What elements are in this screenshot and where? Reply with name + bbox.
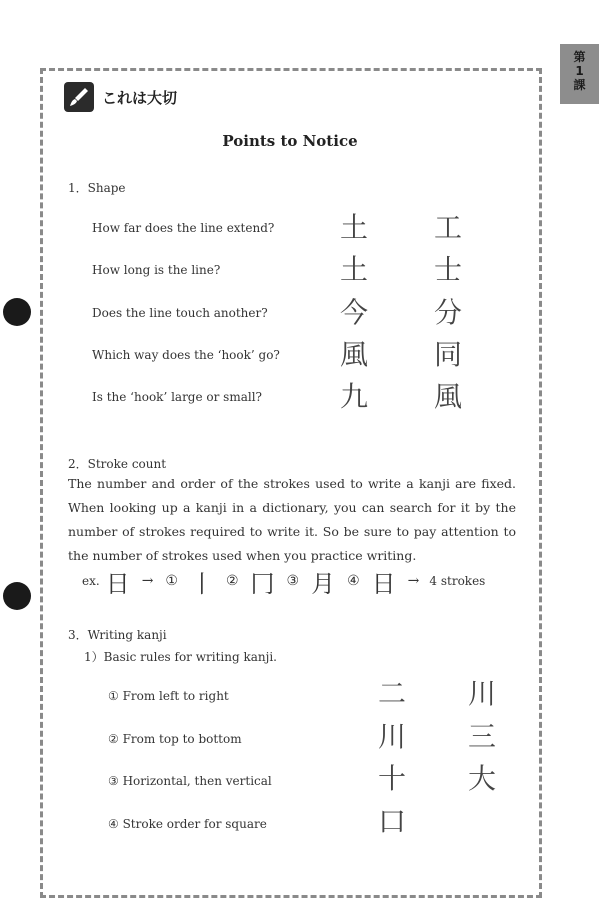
shape-question: Does the line touch another? xyxy=(92,306,268,320)
section-heading-writing-kanji: 3．Writing kanji xyxy=(68,628,167,642)
header-title: これは大切 xyxy=(102,88,178,107)
rule-label: ③ Horizontal, then vertical xyxy=(108,774,272,788)
step-glyph: 冂 xyxy=(250,569,275,598)
kanji-example: 同 xyxy=(433,338,462,371)
lesson-tab-line3: 課 xyxy=(573,78,586,92)
lesson-tab xyxy=(560,44,599,104)
shape-question: Is the ‘hook’ large or small? xyxy=(92,390,262,404)
kanji-example: 十 xyxy=(377,762,406,795)
arrow-icon: → xyxy=(407,573,420,589)
kanji-example: 大 xyxy=(467,762,496,795)
step-glyph: 日 xyxy=(371,569,396,598)
kanji-example: 土 xyxy=(339,253,368,286)
kanji-example: 二 xyxy=(377,677,406,710)
lesson-tab-line1: 第 xyxy=(573,50,586,64)
basic-rules-subheading: 1）Basic rules for writing kanji. xyxy=(84,650,277,664)
kanji-example: 川 xyxy=(377,720,406,753)
kanji-example: 三 xyxy=(467,720,496,753)
example-result: 4 strokes xyxy=(429,574,486,588)
shape-question: How far does the line extend? xyxy=(92,221,275,235)
step-number: ④ xyxy=(347,573,360,589)
step-number: ③ xyxy=(286,573,300,589)
binder-hole xyxy=(3,298,31,326)
section-heading-shape: 1．Shape xyxy=(68,181,126,195)
page-title: Points to Notice xyxy=(222,132,358,150)
kanji-example: 口 xyxy=(377,805,406,838)
step-glyph: 月 xyxy=(311,569,336,598)
shape-question: Which way does the ‘hook’ go? xyxy=(92,348,280,362)
stroke-order-example xyxy=(82,566,485,596)
kanji-example: 工 xyxy=(433,211,462,244)
rule-label: ④ Stroke order for square xyxy=(108,817,267,831)
kanji-example: 風 xyxy=(339,338,368,371)
step-number: ② xyxy=(225,573,239,589)
arrow-icon: → xyxy=(141,573,154,589)
shape-question: How long is the line? xyxy=(92,263,221,277)
step-number: ① xyxy=(165,573,178,589)
step-glyph: 丨 xyxy=(189,569,214,598)
kanji-example: 風 xyxy=(433,380,462,413)
rule-label: ② From top to bottom xyxy=(108,732,242,746)
binder-hole xyxy=(3,582,31,610)
kanji-example: 分 xyxy=(433,296,462,329)
kanji-example: 土 xyxy=(339,211,368,244)
example-kanji: 日 xyxy=(105,569,130,598)
kanji-example: 士 xyxy=(433,253,462,286)
kanji-example: 九 xyxy=(339,380,368,413)
stroke-count-paragraph: The number and order of the strokes used to write a kanji are fixed. When looking up a kanji in a dictionary, you can search for it by the number of strokes required to write it. So be sure to pay attention to the number of strokes used when you practice writing. xyxy=(68,476,516,563)
lesson-tab-line2: 1 xyxy=(575,64,584,78)
rule-label: ① From left to right xyxy=(108,689,229,703)
example-prefix: ex. xyxy=(82,574,100,588)
section-heading-stroke-count: 2．Stroke count xyxy=(68,457,167,471)
brush-icon xyxy=(64,82,94,112)
kanji-example: 今 xyxy=(339,296,368,329)
section-header xyxy=(64,82,177,112)
kanji-example: 川 xyxy=(467,677,496,710)
